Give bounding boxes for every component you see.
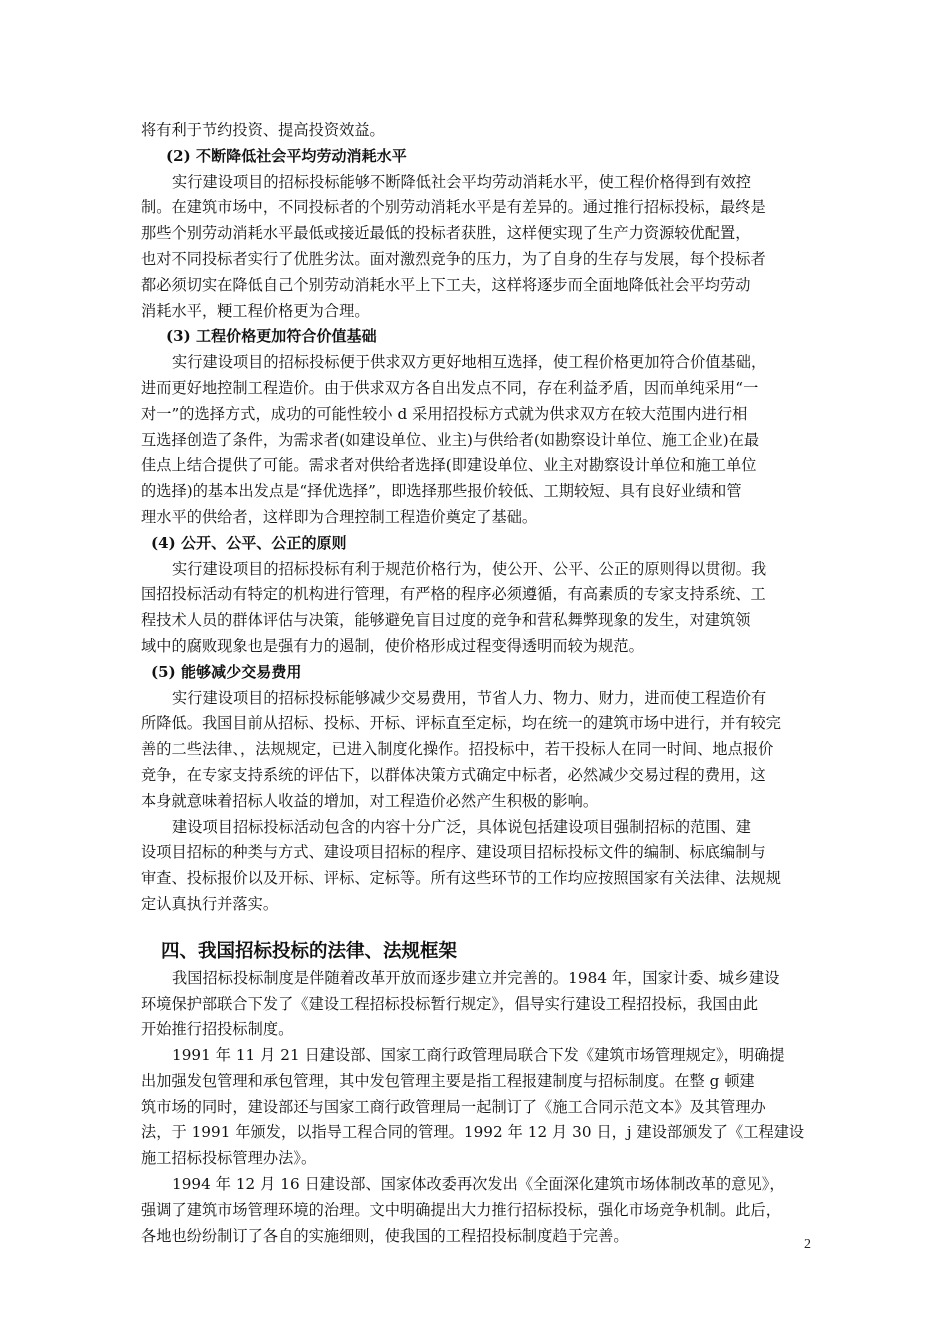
document-body [141,118,821,1249]
text-line: 开始推行招投标制度。 [141,1020,294,1039]
text-line: 制。在建筑市场中，不同投标者的个别劳动消耗水平是有差异的。通过推行招标投标，最终是 [141,198,766,217]
paragraph-first-line: 实行建设项目的招标投标能够减少交易费用，节省人力、物力、财力，进而使工程造价有 [172,688,767,707]
text-line: 施工招标投标管理办法》。 [141,1149,317,1168]
text-line: 互选择创造了条件，为需求者(如建设单位、业主)与供给者(如勘察设计单位、施工企业)在最 [141,430,760,449]
text-line: 强调了建筑市场管理环境的治理。文中明确提出大力推行招标投标，强化市场竞争机制。此后， [141,1200,781,1219]
text-line: 设项目招标的种类与方式、建设项目招标的程序、建设项目招标投标文件的编制、标底编制与 [141,843,766,862]
text-line: 环境保护部联合下发了《建设工程招标投标暂行规定》，倡导实行建设工程招投标，我国由此 [141,994,759,1013]
text-line: 消耗水平，粳工程价格更为合理。 [141,301,370,320]
page-number: 2 [804,1237,811,1252]
subsection-heading: (3) 工程价格更加符合价值基础 [166,327,377,346]
paragraph-first-line: 1991 年 11 月 21 日建设部、国家工商行政管理局联合下发《建筑市场管理规定》，明确提 [172,1046,785,1065]
text-line: 国招投标活动有特定的机构进行管理，有严格的程序必须遵循，有高素质的专家支持系统、工 [141,585,766,604]
paragraph-first-line: 1994 年 12 月 16 日建设部、国家体改委再次发出《全面深化建筑市场体制改革的意见》， [172,1175,785,1194]
subsection-heading: (2) 不断降低社会平均劳动消耗水平 [166,146,407,165]
subsection-heading: (5) 能够减少交易费用 [151,662,302,681]
subsection-heading: (4) 公开、公平、公正的原则 [151,533,347,552]
text-line: 竞争，在专家支持系统的评估下，以群体决策方式确定中标者，必然减少交易过程的费用，这 [141,765,766,784]
text-line: 将有利于节约投资、提高投资效益。 [141,121,385,139]
text-line: 本身就意味着招标人收益的增加，对工程造价必然产生积极的影响。 [141,791,599,810]
paragraph-first-line: 实行建设项目的招标投标有利于规范价格行为，使公开、公平、公正的原则得以贯彻。我 [172,559,767,578]
text-line: 理水平的供给者，这样即为合理控制工程造价奠定了基础。 [141,507,538,526]
text-line: 各地也纷纷制订了各自的实施细则，使我国的工程招投标制度趋于完善。 [141,1226,629,1245]
text-line: 善的二些法律、，法规规定，已进入制度化操作。招投标中，若干投标人在同一时间、地点报价 [141,740,774,759]
paragraph-first-line: 建设项目招标投标活动包含的内容十分广泛，具体说包括建设项目强制招标的范围、建 [172,817,752,836]
text-line: 所降低。我国目前从招标、投标、开标、评标直至定标，均在统一的建筑市场中进行，并有较完 [141,714,781,733]
text-line: 对一”的选择方式，成功的可能性较小 d 采用招投标方式就为供求双方在较大范围内进行相 [141,404,748,423]
paragraph-first-line: 实行建设项目的招标投标便于供求双方更好地相互选择，使工程价格更加符合价值基础， [172,353,767,372]
text-line: 出加强发包管理和承包管理，其中发包管理主要是指工程报建制度与招标制度。在整 g 顿建 [141,1071,755,1090]
paragraph-first-line: 我国招标投标制度是伴随着改革开放而逐步建立并完善的。1984 年，国家计委、城乡建设 [172,968,780,987]
text-line: 也对不同投标者实行了优胜劣汰。面对激烈竞争的压力，为了自身的生存与发展，每个投标者 [141,249,766,268]
text-line: 程技术人员的群体评估与决策，能够避免盲目过度的竞争和营私舞弊现象的发生，对建筑领 [141,611,751,630]
text-line: 法，于 1991 年颁发，以指导工程合同的管理。1992 年 12 月 30 日，j 建设部颁发了《工程建设 [141,1123,805,1142]
paragraph-first-line: 实行建设项目的招标投标能够不断降低社会平均劳动消耗水平，使工程价格得到有效控 [172,172,752,191]
text-line: 定认真执行并落实。 [141,894,279,913]
text-line: 那些个别劳动消耗水平最低或接近最低的投标者获胜，这样便实现了生产力资源较优配置， [141,224,751,243]
section-heading: 四、我国招标投标的法律、法规框架 [161,940,458,962]
text-line: 筑市场的同时，建设部还与国家工商行政管理局一起制订了《施工合同示范文本》及其管理办 [141,1097,766,1116]
text-line: 进而更好地控制工程造价。由于供求双方各自出发点不同，存在利益矛盾，因而单纯采用“一 [141,378,759,397]
text-line: 佳点上结合提供了可能。需求者对供给者选择(即建设单位、业主对勘察设计单位和施工单位 [141,456,757,475]
text-line: 的选择)的基本出发点是“择优选择”，即选择那些报价较低、工期较短、具有良好业绩和管 [141,482,742,501]
text-line: 域中的腐败现象也是强有力的遏制，使价格形成过程变得透明而较为规范。 [141,636,644,655]
text-line: 都必须切实在降低自己个别劳动消耗水平上下工夫，这样将逐步而全面地降低社会平均劳动 [141,275,751,294]
text-line: 审查、投标报价以及开标、评标、定标等。所有这些环节的工作均应按照国家有关法律、法规规 [141,869,781,888]
